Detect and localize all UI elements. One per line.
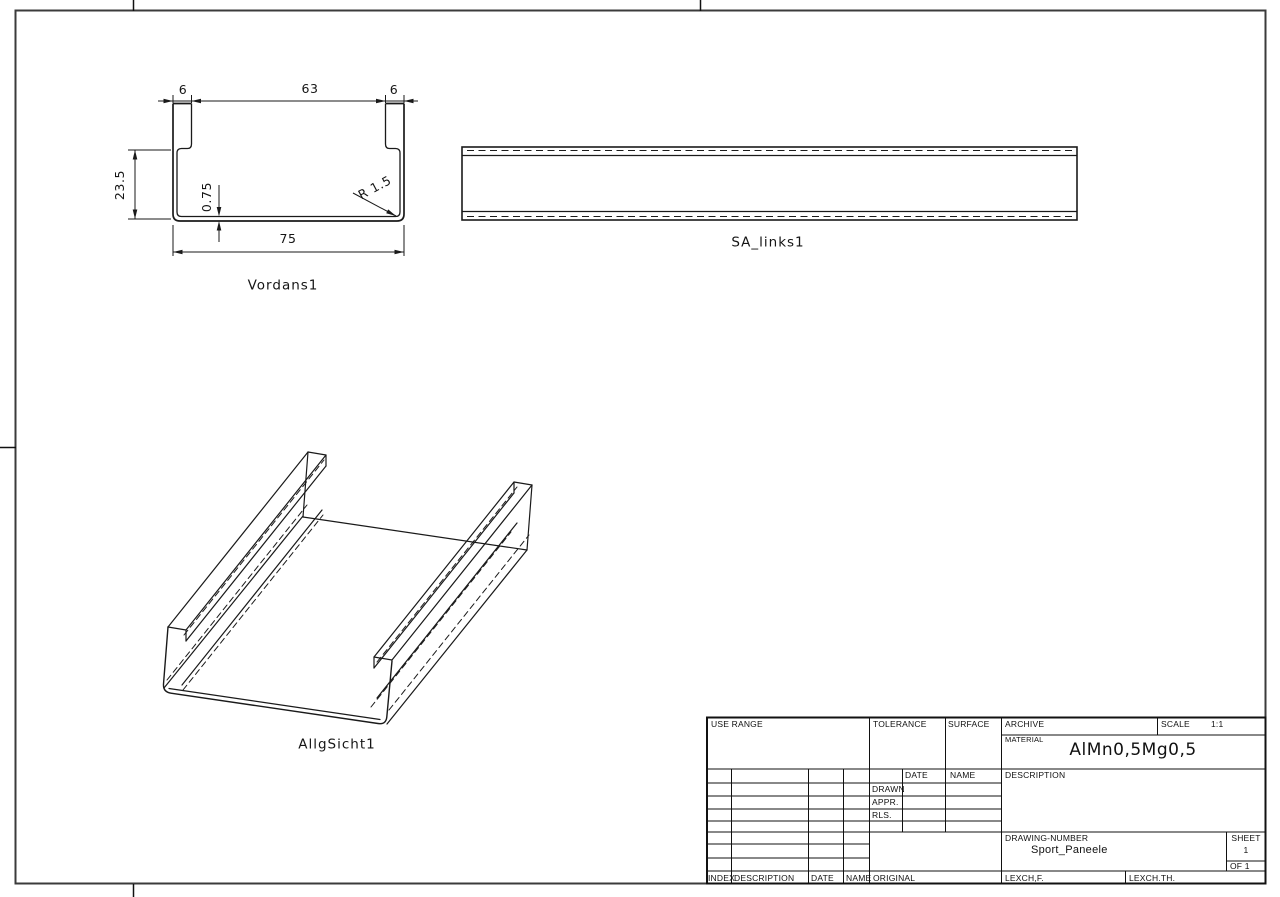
sheet-number: 1 [1243, 845, 1249, 855]
index-col-label: INDEX [708, 873, 735, 883]
date-col-label: DATE [811, 873, 834, 883]
original-label: ORIGINAL [873, 873, 916, 883]
material-value: AlMn0,5Mg0,5 [1069, 740, 1197, 760]
exch-th-label: LEXCH.TH. [1129, 873, 1176, 883]
name-col-label: NAME [846, 873, 872, 883]
description-label: DESCRIPTION [1005, 770, 1066, 780]
dim-flange-right: 6 [389, 81, 399, 97]
dim-opening: 63 [301, 80, 319, 96]
drawing-number-label: DRAWING-NUMBER [1005, 833, 1089, 843]
dim-radius: R 1.5 [355, 172, 394, 203]
tolerance-label: TOLERANCE [873, 719, 927, 729]
scale-value: 1:1 [1211, 719, 1224, 729]
use-range-label: USE RANGE [711, 719, 763, 729]
exch-f-label: LEXCH,F. [1005, 873, 1044, 883]
drawn-label: DRAWN [872, 784, 905, 794]
sheet-label: SHEET [1231, 833, 1261, 843]
iso-view-label: AllgSicht1 [298, 736, 376, 753]
archive-label: ARCHIVE [1005, 719, 1045, 729]
surface-label: SURFACE [948, 719, 990, 729]
side-view-label: SA_links1 [731, 234, 805, 251]
rls-label: RLS. [872, 810, 892, 820]
material-label: MATERIAL [1005, 735, 1044, 744]
front-view-linework [128, 95, 418, 256]
dimension-arrowheads [133, 99, 414, 255]
drawing-number-value: Sport_Paneele [1031, 844, 1108, 856]
dim-width: 75 [279, 230, 297, 246]
description-col-label: DESCRIPTION [734, 873, 795, 883]
iso-view-linework [163, 452, 532, 724]
of-label: OF 1 [1230, 861, 1250, 871]
name-header: NAME [950, 770, 976, 780]
dim-height: 23.5 [111, 169, 127, 201]
dim-flange-left: 6 [178, 81, 188, 97]
scale-label: SCALE [1161, 719, 1190, 729]
dim-thickness: 0.75 [198, 181, 214, 213]
appr-label: APPR. [872, 797, 899, 807]
side-view-linework [462, 147, 1077, 220]
date-header: DATE [905, 770, 928, 780]
front-view-label: Vordans1 [247, 277, 319, 294]
